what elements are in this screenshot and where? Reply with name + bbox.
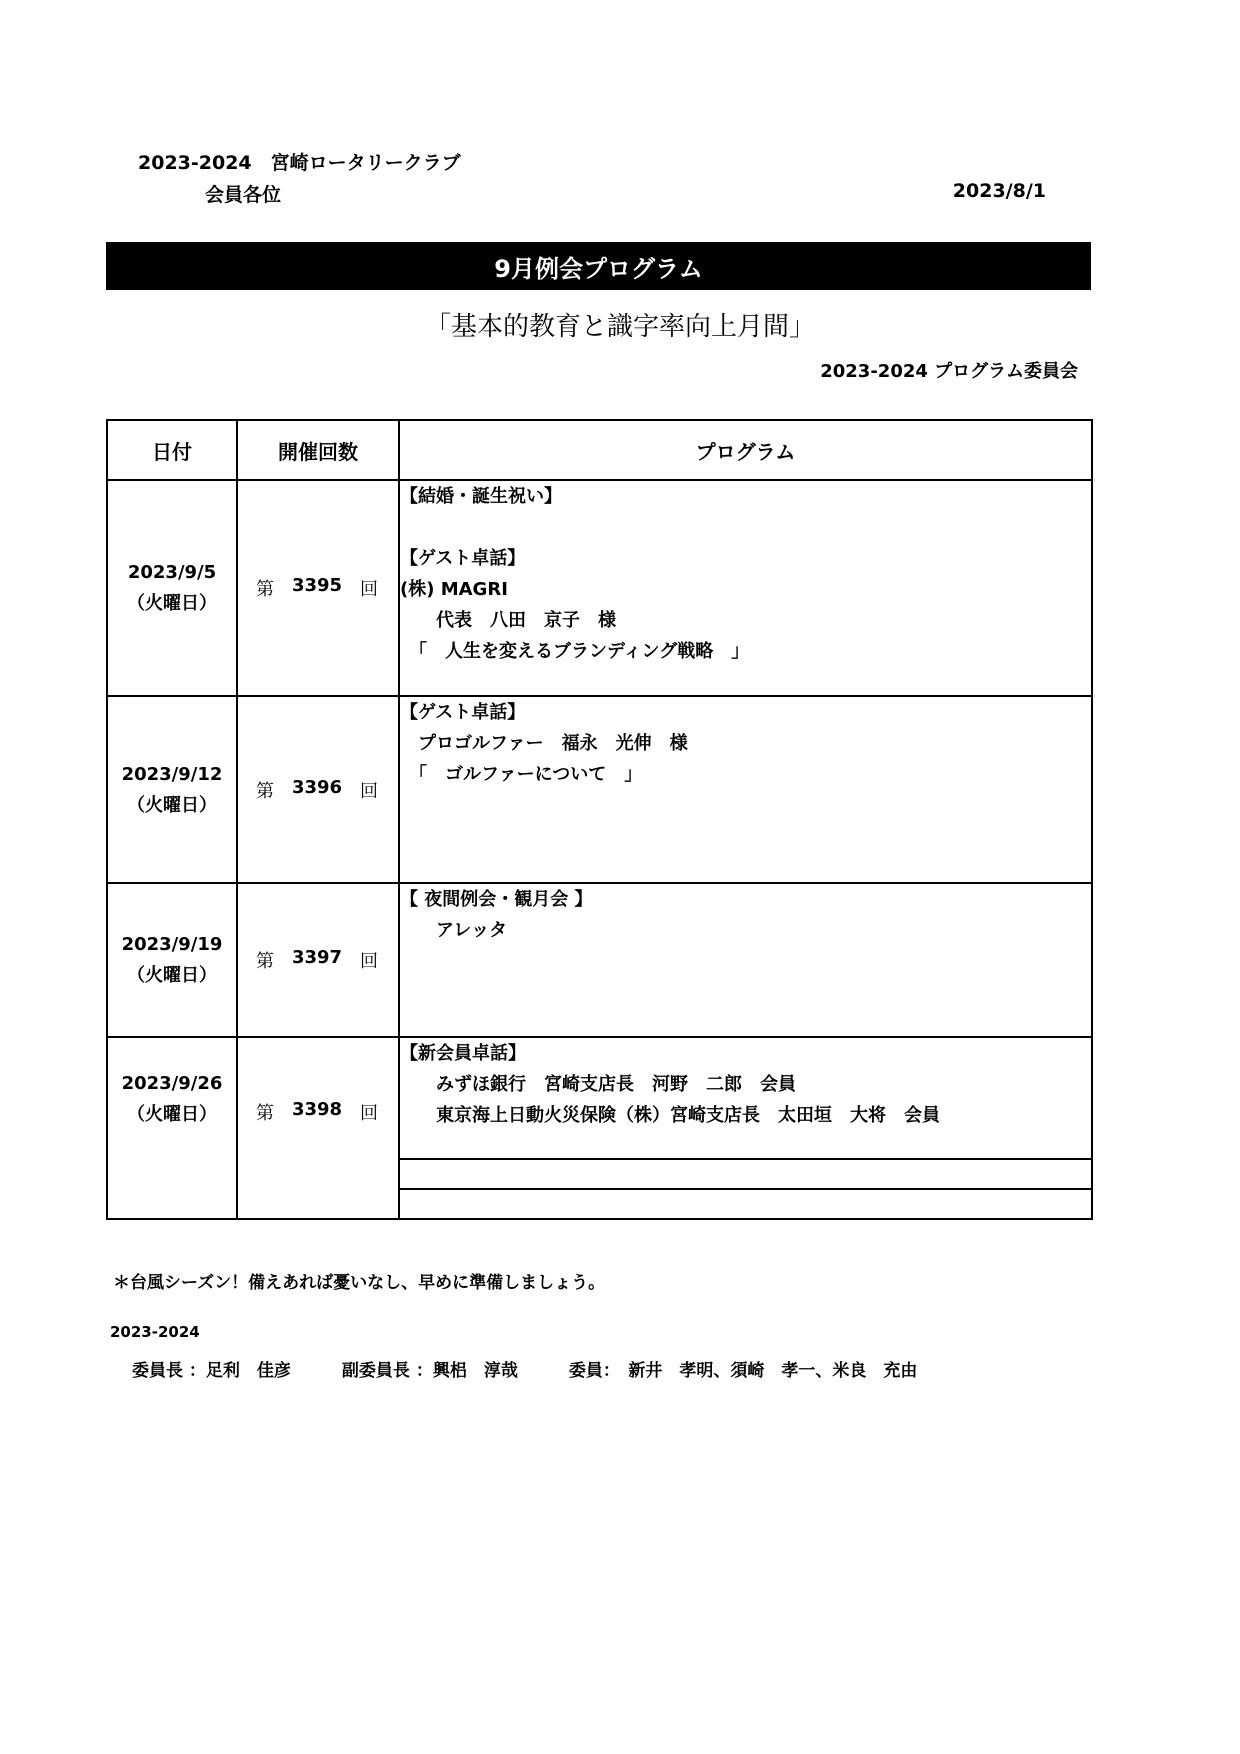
program-line: 東京海上日動火災保険（株）宮崎支店長 太田垣 大将 会員 (400, 1105, 940, 1126)
program-cell (399, 696, 1092, 883)
program-line: (株) MAGRI (400, 579, 508, 600)
meeting-number: 3397 (291, 947, 343, 968)
meeting-number: 3396 (291, 776, 343, 798)
table-row (107, 696, 1092, 883)
program-line (400, 512, 1091, 543)
meeting-number: 3398 (291, 1099, 343, 1120)
table-row (107, 480, 1092, 696)
meeting-weekday: （火曜日） (127, 794, 217, 816)
program-line: みずほ銀行 宮崎支店長 河野 二郎 会員 (400, 1074, 796, 1095)
number-suffix: 回 (359, 1103, 378, 1124)
program-line: プロゴルファー 福永 光伸 様 (400, 733, 688, 754)
program-title: 9月例会プログラム (494, 254, 703, 283)
typhoon-note: ＊台風シーズン！備えあれば憂いなし、早めに準備しましょう。 (113, 1273, 606, 1293)
number-prefix: 第 (256, 579, 274, 600)
meeting-weekday: （火曜日） (127, 1104, 217, 1125)
table-row (107, 1037, 1092, 1159)
number-prefix: 第 (256, 951, 274, 972)
program-line: 【ゲスト卓話】 (400, 702, 526, 723)
date-cell (107, 480, 237, 696)
program-cell (399, 480, 1092, 696)
meeting-number-cell (237, 1037, 399, 1219)
meeting-date: 2023/9/12 (121, 763, 223, 785)
meeting-weekday: （火曜日） (127, 593, 217, 614)
committee-label: 2023-2024 プログラム委員会 (820, 361, 1078, 382)
program-title-banner (106, 242, 1091, 290)
committee-members: 委員長 ：足利 佳彦 副委員長 ：興梠 淳哉 委員： 新井 孝明、須崎 孝一、米良 充由 (132, 1361, 918, 1381)
meeting-date: 2023/9/5 (127, 562, 217, 583)
issue-date: 2023/8/1 (952, 180, 1046, 202)
program-table (106, 419, 1093, 1220)
number-prefix: 第 (256, 1103, 274, 1124)
meeting-weekday: （火曜日） (127, 965, 217, 986)
program-cell (399, 883, 1092, 1037)
meeting-number-cell (237, 480, 399, 696)
program-cell (399, 1037, 1092, 1159)
number-suffix: 回 (359, 579, 378, 600)
program-line: 【ゲスト卓話】 (400, 548, 526, 569)
meeting-number: 3395 (291, 575, 343, 596)
meeting-date: 2023/9/19 (121, 934, 223, 955)
date-cell (107, 696, 237, 883)
month-theme: 「基本的教育と識字率向上月間」 (424, 312, 815, 342)
program-line: 【新会員卓話】 (400, 1043, 526, 1064)
program-line: 【 夜間例会・観月会 】 (400, 889, 593, 910)
number-suffix: 回 (359, 780, 378, 802)
program-line: 「 ゴルファーについて 」 (400, 764, 643, 785)
date-cell (107, 1037, 237, 1219)
meeting-number-cell (237, 696, 399, 883)
number-suffix: 回 (359, 951, 378, 972)
empty-program-cell (399, 1189, 1092, 1219)
header-program: プログラム (399, 420, 1092, 480)
meeting-date: 2023/9/26 (121, 1073, 223, 1094)
footer-year: 2023-2024 (110, 1323, 200, 1341)
organization-name: 2023-2024 宮崎ロータリークラブ (138, 152, 461, 174)
program-line: アレッタ (400, 920, 508, 941)
number-prefix: 第 (256, 780, 274, 802)
meeting-number-cell (237, 883, 399, 1037)
header-meeting-number: 開催回数 (237, 420, 399, 480)
program-line: 代表 八田 京子 様 (400, 610, 616, 631)
addressee: 会員各位 (205, 184, 282, 206)
table-row (107, 883, 1092, 1037)
program-line: 【結婚・誕生祝い】 (400, 486, 562, 507)
program-line: 「 人生を変えるブランディング戦略 」 (400, 641, 750, 662)
date-cell (107, 883, 237, 1037)
empty-program-cell (399, 1159, 1092, 1189)
header-date: 日付 (107, 420, 237, 480)
table-header-row (107, 420, 1092, 480)
